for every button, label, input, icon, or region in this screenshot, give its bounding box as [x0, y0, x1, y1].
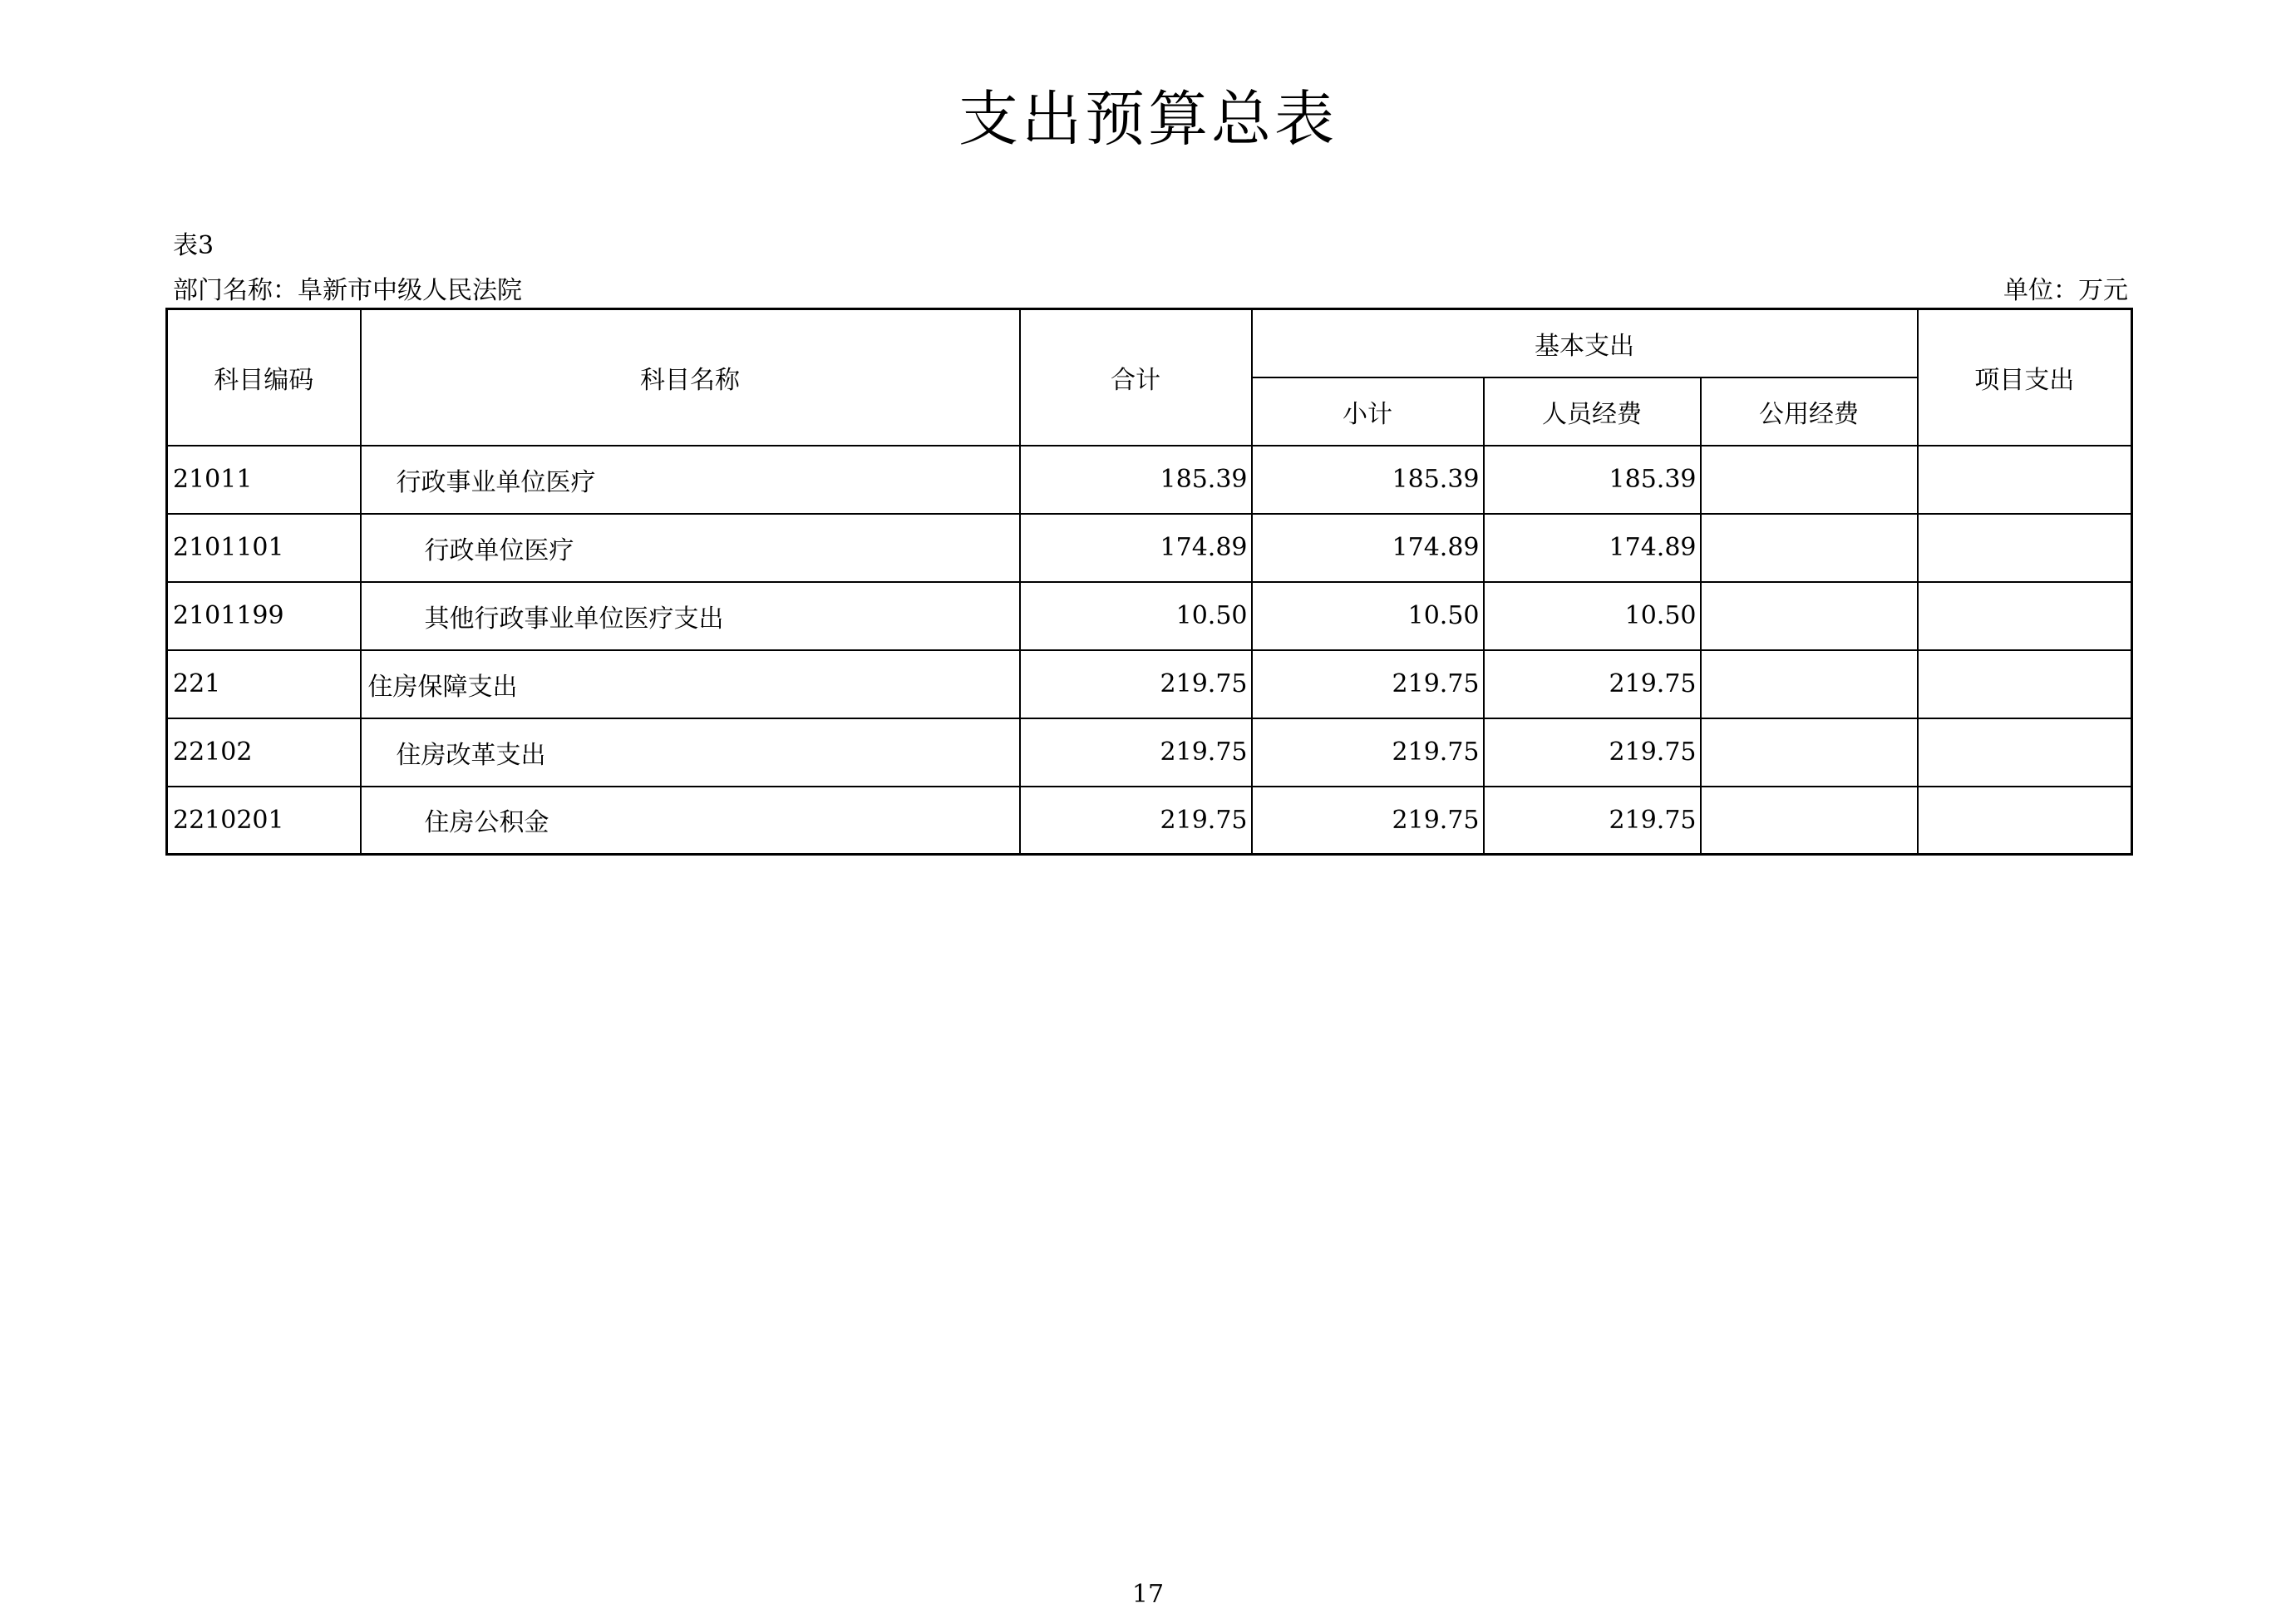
cell-public: [1701, 787, 1918, 855]
cell-name: 住房保障支出: [361, 650, 1020, 718]
cell-code: 22102: [167, 718, 361, 787]
cell-public: [1701, 514, 1918, 582]
cell-project: [1918, 582, 2132, 650]
department-name: 部门名称：阜新市中级人民法院: [173, 276, 522, 305]
cell-public: [1701, 446, 1918, 514]
cell-public: [1701, 650, 1918, 718]
cell-subtotal: 10.50: [1252, 582, 1484, 650]
cell-name: 住房公积金: [361, 787, 1020, 855]
cell-public: [1701, 718, 1918, 787]
page-number: 17: [1131, 1580, 1165, 1609]
table-row: [167, 718, 2132, 787]
table-row: [167, 582, 2132, 650]
cell-personnel: 174.89: [1484, 514, 1701, 582]
header-code: 科目编码: [167, 309, 361, 446]
cell-code: 2101101: [167, 514, 361, 582]
cell-subtotal: 219.75: [1252, 787, 1484, 855]
cell-total: 219.75: [1020, 718, 1252, 787]
cell-subtotal: 219.75: [1252, 718, 1484, 787]
cell-code: 2101199: [167, 582, 361, 650]
cell-total: 174.89: [1020, 514, 1252, 582]
cell-personnel: 219.75: [1484, 718, 1701, 787]
cell-personnel: 185.39: [1484, 446, 1701, 514]
budget-table: [165, 308, 2133, 856]
table-row: [167, 446, 2132, 514]
cell-name: 住房改革支出: [361, 718, 1020, 787]
cell-personnel: 10.50: [1484, 582, 1701, 650]
table-row: [167, 787, 2132, 855]
header-basic-expenditure: 基本支出: [1252, 309, 1918, 377]
table-row: [167, 514, 2132, 582]
cell-subtotal: 185.39: [1252, 446, 1484, 514]
cell-personnel: 219.75: [1484, 787, 1701, 855]
header-personnel: 人员经费: [1484, 377, 1701, 446]
cell-code: 221: [167, 650, 361, 718]
header-total: 合计: [1020, 309, 1252, 446]
header-subtotal: 小计: [1252, 377, 1484, 446]
table-body: [167, 446, 2132, 855]
document-title: 支出预算总表: [958, 84, 1338, 154]
cell-total: 10.50: [1020, 582, 1252, 650]
table-number: 表3: [173, 231, 214, 260]
header-name: 科目名称: [361, 309, 1020, 446]
cell-total: 185.39: [1020, 446, 1252, 514]
header-project-expenditure: 项目支出: [1918, 309, 2132, 446]
cell-total: 219.75: [1020, 787, 1252, 855]
cell-code: 2210201: [167, 787, 361, 855]
cell-name: 行政事业单位医疗: [361, 446, 1020, 514]
cell-public: [1701, 582, 1918, 650]
unit-label: 单位：万元: [2003, 276, 2128, 305]
cell-project: [1918, 514, 2132, 582]
cell-code: 21011: [167, 446, 361, 514]
header-public: 公用经费: [1701, 377, 1918, 446]
cell-total: 219.75: [1020, 650, 1252, 718]
cell-name: 其他行政事业单位医疗支出: [361, 582, 1020, 650]
cell-subtotal: 174.89: [1252, 514, 1484, 582]
cell-subtotal: 219.75: [1252, 650, 1484, 718]
cell-project: [1918, 787, 2132, 855]
cell-project: [1918, 650, 2132, 718]
cell-project: [1918, 446, 2132, 514]
table-row: [167, 650, 2132, 718]
cell-name: 行政单位医疗: [361, 514, 1020, 582]
cell-project: [1918, 718, 2132, 787]
cell-personnel: 219.75: [1484, 650, 1701, 718]
